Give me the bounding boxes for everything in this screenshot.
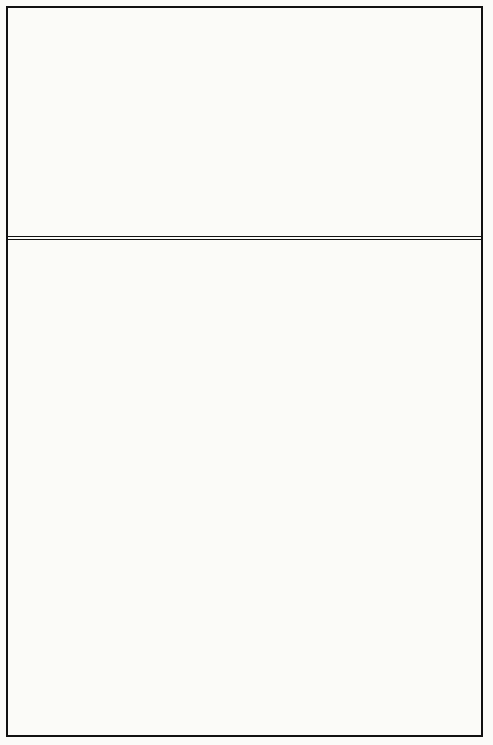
section-divider bbox=[6, 236, 483, 240]
page-frame bbox=[6, 6, 483, 737]
